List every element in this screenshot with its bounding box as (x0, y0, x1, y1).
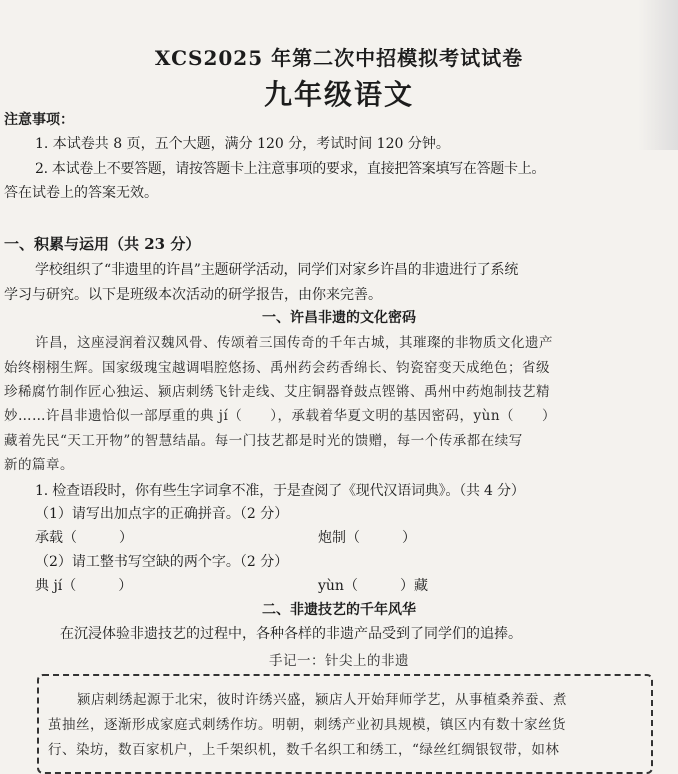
passage-line: 始终栩栩生辉。国家级瑰宝越调唱腔悠扬、禹州药会药香绵长、钧瓷窑变天成绝色；省级 (4, 360, 550, 376)
answer-blank-dianji: 典 jí（ ） (35, 578, 133, 594)
notice-item-2-cont: 答在试卷上的答案无效。 (4, 185, 158, 201)
note-1-line: 行、染坊，数百家机户，上千架织机，数千名织工和绣工，“绿丝红绸银钗带，如林 (48, 742, 560, 758)
notice-item-1: 1. 本试卷共 8 页，五个大题，满分 120 分，考试时间 120 分钟。 (35, 136, 450, 152)
passage-line: 许昌，这座浸润着汉魏风骨、传颂着三国传奇的千年古城，其璀璨的非物质文化遗产 (35, 335, 553, 351)
notice-heading: 注意事项： (4, 112, 74, 128)
passage-line: 新的篇章。 (4, 457, 74, 473)
section-1-intro-line-2: 学习与研究。以下是班级本次活动的研学报告，由你来完善。 (4, 287, 382, 303)
notice-item-2: 2. 本试卷上不要答题，请按答题卡上注意事项的要求，直接把答案填写在答题卡上。 (35, 161, 546, 177)
note-1-title: 手记一：针尖上的非遗 (269, 653, 409, 669)
subject-title: 九年级语文 (263, 78, 414, 111)
part-1-title: 一、许昌非遗的文化密码 (262, 310, 416, 326)
exam-title: XCS2025 年第二次中招模拟考试试卷 (154, 46, 524, 70)
note-1-line: 茧抽丝，逐渐形成家庭式刺绣作坊。明朝，刺绣产业初具规模，镇区内有数十家丝货 (48, 717, 566, 733)
section-1-heading: 一、积累与运用（共 23 分） (4, 235, 201, 253)
passage-line: 珍稀腐竹制作匠心独运、颍店刺绣飞针走线、艾庄铜器脊鼓点铿锵、禹州中药炮制技艺精 (4, 384, 550, 400)
section-1-intro-line-1: 学校组织了“非遗里的许昌”主题研学活动，同学们对家乡许昌的非遗进行了系统 (35, 262, 519, 278)
passage-line: 妙……许昌非遗恰似一部厚重的典 jí（ ），承载着华夏文明的基因密码，yùn（ ） (4, 408, 557, 424)
passage-line: 藏着先民“天工开物”的智慧结晶。每一门技艺都是时光的馈赠，每一个传承都在续写 (4, 433, 523, 449)
question-1-1: （1）请写出加点字的正确拼音。（2 分） (35, 506, 289, 522)
answer-blank-chengzai: 承载（ ） (35, 530, 133, 546)
answer-blank-yuncang: yùn（ ）藏 (318, 578, 428, 594)
question-1: 1. 检查语段时，你有些生字词拿不准，于是查阅了《现代汉语词典》。（共 4 分） (35, 483, 525, 499)
note-1-line: 颍店刺绣起源于北宋，彼时许绣兴盛，颍店人开始拜师学艺，从事植桑养蚕、煮 (77, 692, 567, 708)
question-1-2: （2）请工整书写空缺的两个字。（2 分） (35, 554, 289, 570)
part-2-intro: 在沉浸体验非遗技艺的过程中，各种各样的非遗产品受到了同学们的追捧。 (60, 626, 522, 642)
part-2-title: 二、非遗技艺的千年风华 (262, 602, 416, 618)
answer-blank-paozhi: 炮制（ ） (318, 530, 416, 546)
